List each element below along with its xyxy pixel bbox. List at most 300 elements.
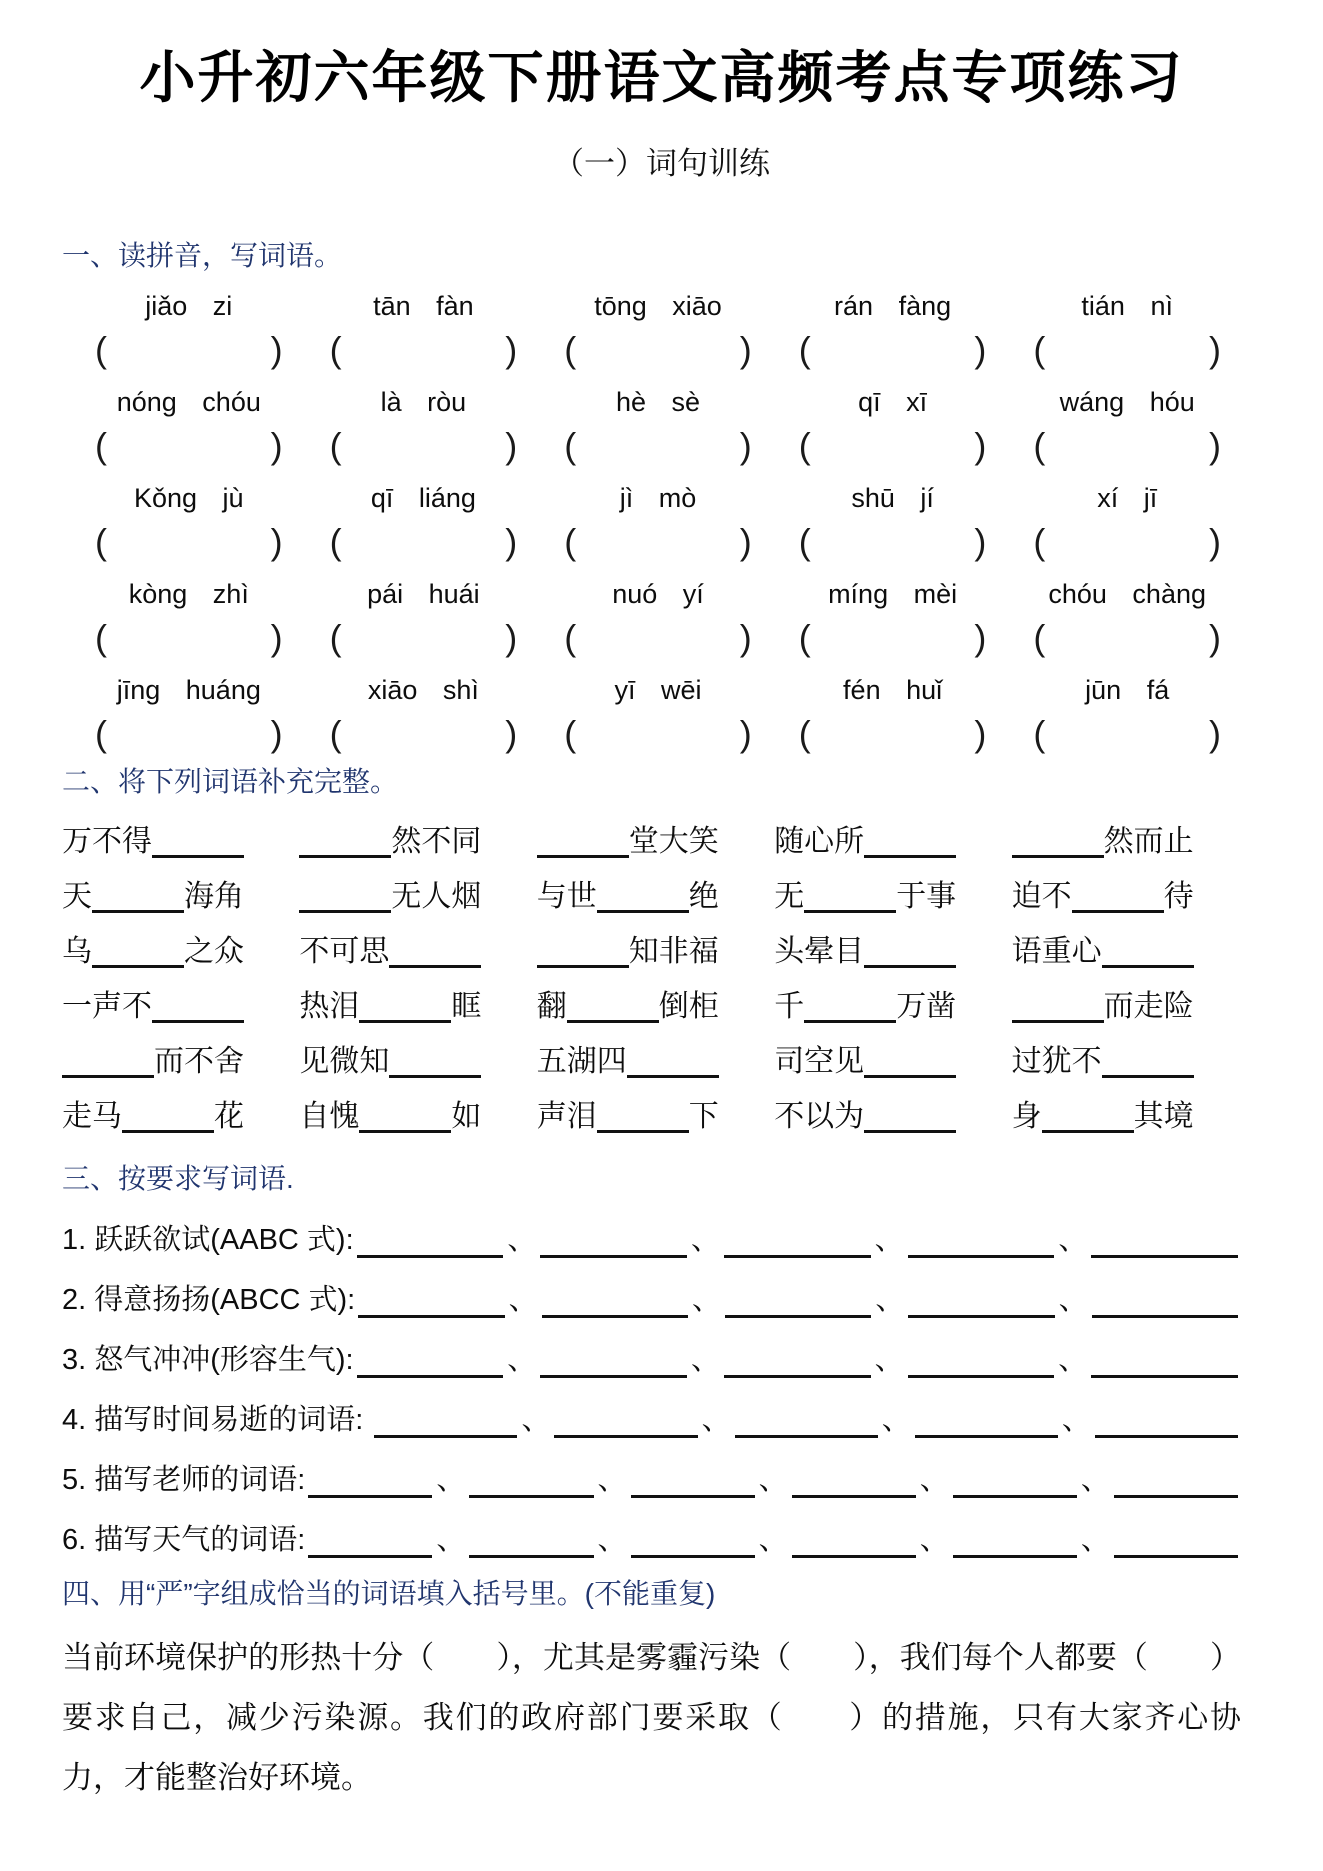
answer-parens <box>330 714 518 754</box>
paren-open: ( <box>329 425 342 466</box>
pinyin-word: rán fàng <box>834 291 952 321</box>
answer-parens <box>799 426 987 466</box>
pinyin-word: shū jí <box>851 483 934 513</box>
list-separator: 、 <box>1058 1284 1088 1316</box>
list-separator: 、 <box>874 1224 904 1256</box>
completion-text: 过犹不 <box>1011 1045 1102 1078</box>
answer-blank <box>908 1281 1054 1318</box>
paragraph-line: 当前环境保护的形热十分（ ），尤其是雾霾污染（ ），我们每个人都要（ ） <box>62 1640 1241 1675</box>
completion-text: 之众 <box>184 935 244 968</box>
answer-parens <box>564 426 752 466</box>
item-label: 3. 怒气冲冲(形容生气): <box>62 1344 354 1376</box>
answer-parens <box>330 426 518 466</box>
completion-cell <box>62 824 291 860</box>
pinyin-word: tān fàn <box>373 291 474 321</box>
answer-blank <box>308 1521 432 1558</box>
completion-text: 眶 <box>451 990 482 1023</box>
pinyin-row <box>95 672 1221 708</box>
answer-blank <box>1091 1221 1238 1258</box>
pinyin-word: wáng hóu <box>1059 387 1195 417</box>
answer-blank <box>540 1221 687 1258</box>
list-separator: 、 <box>1061 1404 1091 1436</box>
pinyin-word: qī liáng <box>370 483 476 513</box>
paren-open: ( <box>798 617 811 658</box>
completion-cell <box>1012 824 1241 860</box>
paren-close: ) <box>739 713 752 754</box>
pinyin-word: xí jī <box>1097 483 1158 513</box>
answer-blank <box>1114 1461 1238 1498</box>
answer-blank <box>389 1045 481 1078</box>
write-words-line <box>62 1341 1241 1378</box>
paren-open: ( <box>1033 713 1046 754</box>
completion-cell <box>1012 879 1241 915</box>
paren-open: ( <box>798 329 811 370</box>
completion-text: 头晕目 <box>774 935 865 968</box>
list-separator: 、 <box>508 1284 538 1316</box>
answer-blank <box>864 1045 956 1078</box>
completion-cell <box>299 934 528 970</box>
paren-close: ) <box>974 329 987 370</box>
paren-open: ( <box>329 329 342 370</box>
list-separator: 、 <box>690 1224 720 1256</box>
completion-row <box>62 1044 1241 1080</box>
answer-parens <box>564 330 752 370</box>
answer-blank <box>864 1100 956 1133</box>
completion-text: 而走险 <box>1103 990 1194 1023</box>
completion-text: 而不舍 <box>154 1045 244 1078</box>
completion-text: 无人烟 <box>391 880 482 913</box>
answer-parens <box>1033 618 1221 658</box>
answer-blank <box>542 1281 688 1318</box>
paren-close: ) <box>1209 521 1221 562</box>
pinyin-word: tōng xiāo <box>594 291 722 321</box>
answer-blank <box>554 1401 697 1438</box>
answer-blank <box>469 1521 593 1558</box>
paren-open: ( <box>329 521 342 562</box>
completion-row <box>62 989 1241 1025</box>
paren-close: ) <box>270 329 283 370</box>
answer-parens <box>799 522 987 562</box>
answer-blank <box>540 1341 687 1378</box>
completion-row <box>62 879 1241 915</box>
completion-text: 翻 <box>536 990 567 1023</box>
list-separator: 、 <box>597 1524 627 1556</box>
answer-parens <box>330 618 518 658</box>
completion-text: 绝 <box>688 880 719 913</box>
answer-blank <box>537 935 629 968</box>
paren-open: ( <box>329 617 342 658</box>
section4-heading: 四、用“严”字组成恰当的词语填入括号里。(不能重复) <box>62 1578 716 1609</box>
paragraph-line: 要求自己，减少污染源。我们的政府部门要采取（ ）的措施，只有大家齐心协 <box>62 1700 1241 1735</box>
paren-close: ) <box>739 617 752 658</box>
completion-cell <box>62 934 291 970</box>
paren-close: ) <box>270 617 283 658</box>
answer-blank <box>359 1100 451 1133</box>
answer-blank <box>953 1461 1077 1498</box>
paren-close: ) <box>739 329 752 370</box>
paren-close: ) <box>739 521 752 562</box>
list-separator: 、 <box>1080 1524 1110 1556</box>
write-words-line <box>62 1221 1241 1258</box>
answer-parens <box>95 714 283 754</box>
list-separator: 、 <box>758 1524 788 1556</box>
paren-close: ) <box>270 521 283 562</box>
answer-blank <box>953 1521 1077 1558</box>
list-separator: 、 <box>507 1224 537 1256</box>
paren-open: ( <box>95 425 107 466</box>
item-label: 6. 描写天气的词语: <box>62 1524 306 1556</box>
completion-text: 声泪 <box>536 1100 597 1133</box>
pinyin-word: jiǎo zi <box>145 291 233 321</box>
answer-blank <box>631 1521 755 1558</box>
paren-close: ) <box>505 521 518 562</box>
completion-text: 下 <box>688 1100 719 1133</box>
answer-parens <box>1033 426 1221 466</box>
pinyin-word: nuó yí <box>612 579 704 609</box>
paren-open: ( <box>798 713 811 754</box>
completion-row <box>62 824 1241 860</box>
list-separator: 、 <box>597 1464 627 1496</box>
answer-blank <box>627 1045 719 1078</box>
completion-cell <box>537 824 766 860</box>
answer-blank <box>357 1341 504 1378</box>
answer-paren-row <box>95 522 1221 562</box>
completion-text: 见微知 <box>299 1045 390 1078</box>
answer-parens <box>1033 330 1221 370</box>
section3-heading: 三、按要求写词语. <box>62 1163 294 1194</box>
answer-blank <box>152 990 244 1023</box>
pinyin-row <box>95 384 1221 420</box>
answer-blank <box>724 1221 871 1258</box>
paren-close: ) <box>505 713 518 754</box>
item-label: 2. 得意扬扬(ABCC 式): <box>62 1284 356 1316</box>
answer-blank <box>1042 1100 1134 1133</box>
answer-parens <box>799 618 987 658</box>
answer-blank <box>308 1461 432 1498</box>
item-label: 4. 描写时间易逝的词语: <box>62 1404 372 1436</box>
answer-blank <box>122 1100 214 1133</box>
completion-text: 语重心 <box>1011 935 1102 968</box>
list-separator: 、 <box>691 1284 721 1316</box>
completion-text: 倒柜 <box>658 990 719 1023</box>
list-separator: 、 <box>881 1404 911 1436</box>
answer-parens <box>95 522 283 562</box>
answer-paren-row <box>95 330 1221 370</box>
answer-blank <box>62 1045 154 1078</box>
answer-blank <box>1012 825 1104 858</box>
paren-open: ( <box>1033 617 1046 658</box>
list-separator: 、 <box>507 1344 537 1376</box>
completion-cell <box>62 989 291 1025</box>
completion-cell <box>774 824 1003 860</box>
completion-text: 如 <box>451 1100 482 1133</box>
answer-paren-row <box>95 618 1221 658</box>
answer-blank <box>1072 880 1164 913</box>
completion-text: 身 <box>1011 1100 1042 1133</box>
completion-text: 无 <box>774 880 805 913</box>
answer-blank <box>1102 935 1194 968</box>
pinyin-word: qī xī <box>858 387 928 417</box>
completion-cell <box>537 1099 766 1135</box>
answer-blank <box>725 1281 871 1318</box>
paren-close: ) <box>270 425 283 466</box>
answer-blank <box>804 880 896 913</box>
completion-row <box>62 934 1241 970</box>
paren-open: ( <box>1033 521 1046 562</box>
answer-blank <box>724 1341 871 1378</box>
paren-close: ) <box>974 425 987 466</box>
paren-close: ) <box>505 329 518 370</box>
list-separator: 、 <box>521 1404 551 1436</box>
paren-close: ) <box>739 425 752 466</box>
pinyin-word: yī wēi <box>614 675 702 705</box>
list-separator: 、 <box>874 1344 904 1376</box>
pinyin-word: xiāo shì <box>367 675 479 705</box>
completion-text: 万不得 <box>62 825 152 858</box>
answer-blank <box>152 825 244 858</box>
paren-open: ( <box>1033 425 1046 466</box>
answer-blank <box>92 880 184 913</box>
completion-cell <box>774 934 1003 970</box>
completion-cell <box>62 1099 291 1135</box>
answer-blank <box>1114 1521 1238 1558</box>
completion-text: 知非福 <box>628 935 719 968</box>
write-words-line <box>62 1281 1241 1318</box>
list-separator: 、 <box>1058 1224 1088 1256</box>
completion-text: 然不同 <box>391 825 482 858</box>
completion-cell <box>1012 989 1241 1025</box>
write-words-items <box>62 1221 1241 1558</box>
page-title: 小升初六年级下册语文高频考点专项练习 <box>139 46 1184 109</box>
completion-text: 待 <box>1163 880 1194 913</box>
pinyin-word: Kǒng jù <box>134 483 244 513</box>
answer-parens <box>1033 522 1221 562</box>
completion-text: 其境 <box>1133 1100 1194 1133</box>
answer-blank <box>358 1281 504 1318</box>
list-separator: 、 <box>436 1524 466 1556</box>
completion-text: 千 <box>774 990 805 1023</box>
answer-blank <box>864 935 956 968</box>
paren-open: ( <box>564 329 577 370</box>
pinyin-word: tián nì <box>1081 291 1173 321</box>
completion-cell <box>537 879 766 915</box>
pinyin-row <box>95 576 1221 612</box>
paren-open: ( <box>798 521 811 562</box>
completion-cell <box>537 934 766 970</box>
answer-parens <box>95 330 283 370</box>
pinyin-grid <box>95 288 1221 754</box>
pinyin-word: kòng zhì <box>128 579 249 609</box>
completion-cell <box>774 1044 1003 1080</box>
paren-open: ( <box>798 425 811 466</box>
pinyin-word: fén huǐ <box>843 675 943 705</box>
answer-paren-row <box>95 714 1221 754</box>
fill-bracket-paragraph <box>62 1628 1241 1808</box>
answer-blank <box>735 1401 878 1438</box>
page-subtitle: （一）词句训练 <box>553 146 770 181</box>
completion-cell <box>1012 1099 1241 1135</box>
answer-blank <box>537 825 629 858</box>
answer-parens <box>564 714 752 754</box>
answer-blank <box>792 1461 916 1498</box>
pinyin-row <box>95 288 1221 324</box>
answer-blank <box>804 990 896 1023</box>
paren-close: ) <box>974 617 987 658</box>
answer-blank <box>915 1401 1058 1438</box>
write-words-line <box>62 1461 1241 1498</box>
paren-open: ( <box>564 521 577 562</box>
answer-blank <box>299 825 391 858</box>
write-words-line <box>62 1401 1241 1438</box>
item-label: 5. 描写老师的词语: <box>62 1464 306 1496</box>
write-words-line <box>62 1521 1241 1558</box>
completion-cell <box>299 879 528 915</box>
answer-blank <box>597 880 689 913</box>
answer-blank <box>597 1100 689 1133</box>
completion-text: 与世 <box>536 880 597 913</box>
answer-blank <box>631 1461 755 1498</box>
completion-text: 然而止 <box>1103 825 1194 858</box>
word-completion-grid <box>62 824 1241 1135</box>
answer-blank <box>1012 990 1104 1023</box>
completion-text: 乌 <box>62 935 92 968</box>
completion-cell <box>1012 1044 1241 1080</box>
completion-cell <box>774 879 1003 915</box>
answer-blank <box>374 1401 517 1438</box>
completion-cell <box>537 1044 766 1080</box>
pinyin-word: pái huái <box>367 579 480 609</box>
answer-blank <box>299 880 391 913</box>
completion-cell <box>299 989 528 1025</box>
paren-open: ( <box>95 329 107 370</box>
completion-text: 堂大笑 <box>628 825 719 858</box>
completion-text: 走马 <box>62 1100 122 1133</box>
paren-close: ) <box>1209 329 1221 370</box>
answer-blank <box>1102 1045 1194 1078</box>
answer-parens <box>564 618 752 658</box>
paren-close: ) <box>1209 713 1221 754</box>
list-separator: 、 <box>919 1464 949 1496</box>
answer-parens <box>95 618 283 658</box>
answer-blank <box>1092 1281 1238 1318</box>
section2-heading: 二、将下列词语补充完整。 <box>62 766 399 797</box>
pinyin-word: jūn fá <box>1085 675 1170 705</box>
paren-open: ( <box>329 713 342 754</box>
pinyin-word: jì mò <box>619 483 697 513</box>
answer-parens <box>330 330 518 370</box>
answer-blank <box>1091 1341 1238 1378</box>
pinyin-word: chóu chàng <box>1048 579 1206 609</box>
completion-text: 自愧 <box>299 1100 360 1133</box>
pinyin-word: jīng huáng <box>116 675 261 705</box>
list-separator: 、 <box>690 1344 720 1376</box>
completion-text: 五湖四 <box>536 1045 627 1078</box>
paren-close: ) <box>1209 617 1221 658</box>
answer-parens <box>95 426 283 466</box>
completion-cell <box>62 1044 291 1080</box>
completion-text: 万凿 <box>896 990 957 1023</box>
paren-open: ( <box>95 713 107 754</box>
paren-open: ( <box>95 521 107 562</box>
answer-blank <box>1095 1401 1238 1438</box>
worksheet-content <box>0 238 1323 1808</box>
answer-parens <box>1033 714 1221 754</box>
completion-cell <box>774 989 1003 1025</box>
completion-text: 于事 <box>896 880 957 913</box>
paren-close: ) <box>1209 425 1221 466</box>
completion-text: 司空见 <box>774 1045 865 1078</box>
answer-blank <box>359 990 451 1023</box>
pinyin-word: míng mèi <box>828 579 958 609</box>
answer-parens <box>799 330 987 370</box>
answer-blank <box>908 1221 1055 1258</box>
completion-text: 迫不 <box>1011 880 1072 913</box>
answer-blank <box>908 1341 1055 1378</box>
answer-blank <box>357 1221 504 1258</box>
completion-cell <box>1012 934 1241 970</box>
paren-open: ( <box>1033 329 1046 370</box>
paren-close: ) <box>505 425 518 466</box>
answer-parens <box>799 714 987 754</box>
completion-cell <box>299 1099 528 1135</box>
answer-blank <box>792 1521 916 1558</box>
list-separator: 、 <box>1080 1464 1110 1496</box>
completion-cell <box>537 989 766 1025</box>
completion-cell <box>62 879 291 915</box>
paren-close: ) <box>270 713 283 754</box>
completion-text: 天 <box>62 880 92 913</box>
completion-cell <box>299 1044 528 1080</box>
completion-text: 海角 <box>184 880 244 913</box>
pinyin-word: là ròu <box>380 387 467 417</box>
answer-paren-row <box>95 426 1221 466</box>
paren-open: ( <box>564 617 577 658</box>
answer-parens <box>564 522 752 562</box>
completion-text: 一声不 <box>62 990 152 1023</box>
completion-text: 随心所 <box>774 825 865 858</box>
paren-close: ) <box>974 521 987 562</box>
completion-text: 不以为 <box>774 1100 865 1133</box>
pinyin-row <box>95 480 1221 516</box>
item-label: 1. 跃跃欲试(AABC 式): <box>62 1224 354 1256</box>
paren-close: ) <box>505 617 518 658</box>
section1-heading: 一、读拼音，写词语。 <box>62 240 343 271</box>
list-separator: 、 <box>701 1404 731 1436</box>
answer-blank <box>469 1461 593 1498</box>
answer-blank <box>864 825 956 858</box>
completion-text: 热泪 <box>299 990 360 1023</box>
completion-row <box>62 1099 1241 1135</box>
list-separator: 、 <box>919 1524 949 1556</box>
completion-cell <box>774 1099 1003 1135</box>
completion-cell <box>299 824 528 860</box>
answer-parens <box>330 522 518 562</box>
paragraph-line: 力，才能整治好环境。 <box>62 1760 372 1795</box>
pinyin-word: hè sè <box>615 387 701 417</box>
list-separator: 、 <box>436 1464 466 1496</box>
answer-blank <box>92 935 184 968</box>
completion-text: 不可思 <box>299 935 390 968</box>
pinyin-word: nóng chóu <box>116 387 261 417</box>
paren-close: ) <box>974 713 987 754</box>
paren-open: ( <box>95 617 107 658</box>
paren-open: ( <box>564 425 577 466</box>
list-separator: 、 <box>875 1284 905 1316</box>
list-separator: 、 <box>758 1464 788 1496</box>
answer-blank <box>389 935 481 968</box>
list-separator: 、 <box>1058 1344 1088 1376</box>
completion-text: 花 <box>214 1100 244 1133</box>
